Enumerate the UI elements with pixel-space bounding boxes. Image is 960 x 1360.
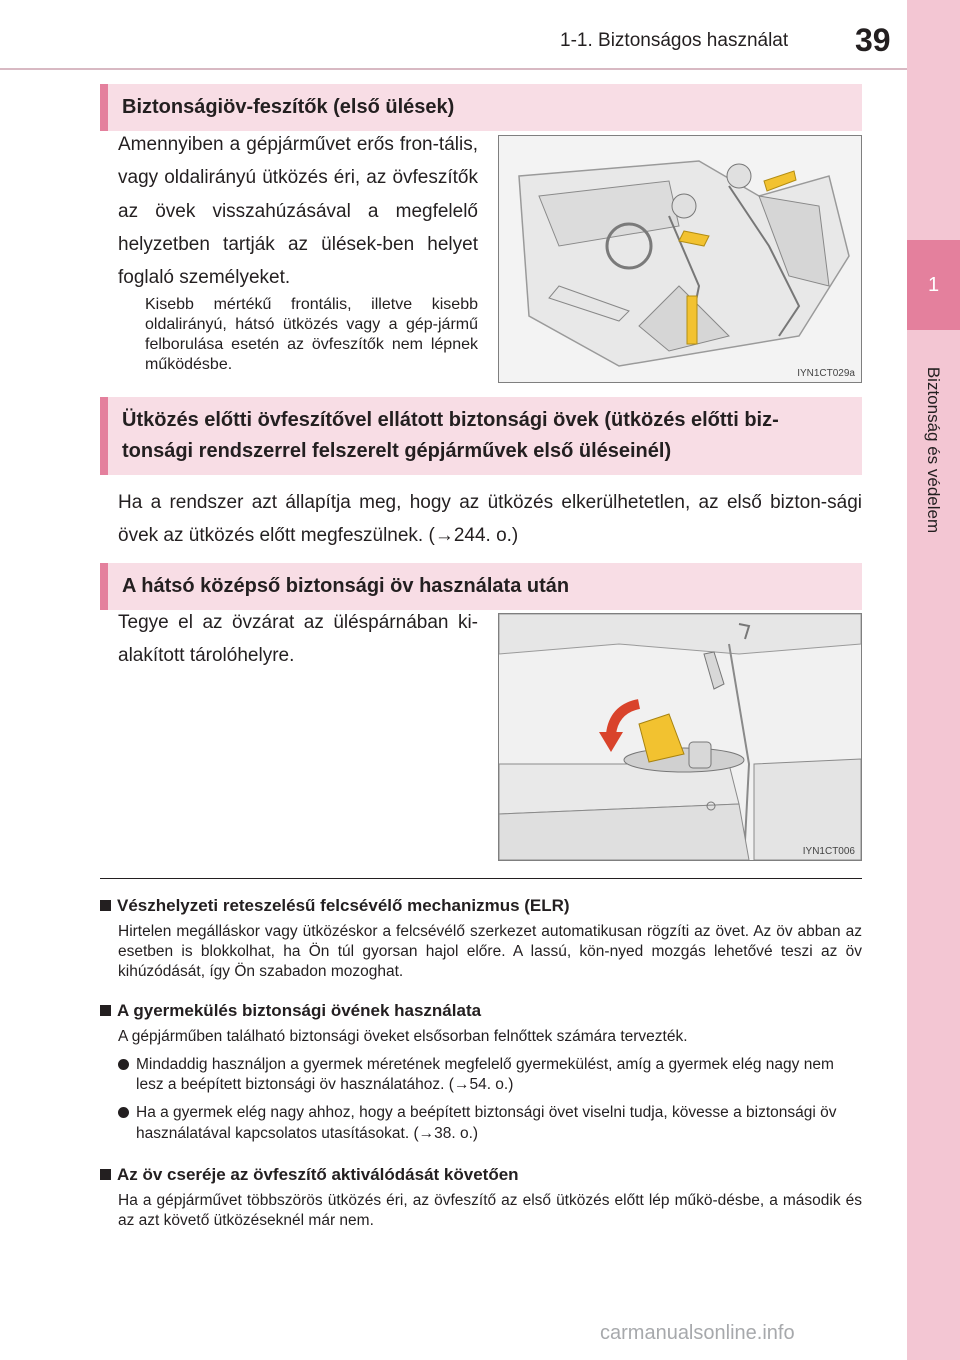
section-body: Amennyiben a gépjárművet erős fron-tális, vagy oldalirányú ütközés éri, az övfeszítők az övek visszahúzásával a megfelelő helyzetben tartják az ülések-ben helyet foglaló személyeket. xyxy=(118,134,478,288)
note-item-heading xyxy=(100,1165,862,1185)
figure-code: IYN1CT029a xyxy=(797,368,855,379)
note-item-heading xyxy=(100,896,862,916)
round-bullet-icon xyxy=(118,1107,129,1118)
header-rule xyxy=(0,68,907,70)
section-body: Ha a rendszer azt állapítja meg, hogy az ütközés elkerülhetetlen, az első bizton-sági övek az ütközés előtt megfeszülnek. (→244. o.) xyxy=(118,492,862,547)
note-item-heading-text: Vészhelyzeti reteszelésű felcsévélő mechanizmus (ELR) xyxy=(117,896,570,915)
chapter-side-tab xyxy=(907,0,960,1360)
square-bullet-icon xyxy=(100,900,111,911)
rear-seat-buckle-illustration xyxy=(498,613,862,861)
note-item-heading-text: A gyermekülés biztonsági övének használata xyxy=(117,1001,482,1020)
car-interior-drawing xyxy=(499,136,861,382)
seatbelt-pretensioner-illustration xyxy=(498,135,862,383)
note-item-text: Ha a gépjárművet többszörös ütközés éri, az övfeszítő az első ütközés előtt lép műkö-désbe, a második és az azt követő ütközéseknél már nem. xyxy=(118,1192,862,1230)
bullet-item xyxy=(118,1103,862,1143)
square-bullet-icon xyxy=(100,1169,111,1180)
note-item xyxy=(100,1165,862,1231)
section-body: Tegye el az övzárat az üléspárnában ki-alakított tárolóhelyre. xyxy=(118,612,478,667)
note-item-heading xyxy=(100,1001,862,1021)
square-bullet-icon xyxy=(100,1005,111,1016)
note-item-heading-text: Az öv cseréje az övfeszítő aktiválódását követően xyxy=(117,1165,519,1184)
note-item xyxy=(100,1001,862,1144)
figure-code: IYN1CT006 xyxy=(802,846,855,857)
page-number: 39 xyxy=(855,22,891,58)
note-item-text: A gépjárműben található biztonsági öveket elsősorban felnőttek számára tervezték. xyxy=(118,1028,688,1045)
section-title: A hátsó középső biztonsági öv használata után xyxy=(100,563,862,610)
section-note: Kisebb mértékű frontális, illetve kisebb oldalirányú, hátsó ütközés vagy a gép-jármű felborulása esetén az övfeszítők nem lépnek működésbe. xyxy=(145,296,478,373)
round-bullet-icon xyxy=(118,1059,129,1070)
note-item-text: Hirtelen megálláskor vagy ütközéskor a felcsévélő szerkezet automatikusan rögzíti az övet. Az öv abban az esetben is blokkolhat, ha Ön túl gyorsan hajol előre. A lassú, kön-nyed mozgás lehetővé teszi az öv kihúzódását, így Ön szabadon mozoghat. xyxy=(118,923,862,981)
note-item xyxy=(100,896,862,982)
bullet-item xyxy=(118,1055,862,1095)
notes-divider xyxy=(100,878,862,879)
bullet-text: Ha a gyermek elég nagy ahhoz, hogy a beépített biztonsági övet viselni tudja, kövesse a biztonsági öv használatával kapcsolatos utasításokat. (→38. o.) xyxy=(136,1104,837,1142)
chapter-number: 1 xyxy=(907,240,960,330)
bullet-text: Mindaddig használjon a gyermek méretének megfelelő gyermekülést, amíg a gyermek elég nagy nem lesz a beépített biztonsági öv használatához. (→54. o.) xyxy=(136,1056,834,1094)
rear-seat-drawing xyxy=(499,614,861,860)
running-header: 1-1. Biztonságos használat xyxy=(560,30,789,51)
watermark: carmanualsonline.info xyxy=(600,1322,795,1344)
section-title: Ütközés előtti övfeszítővel ellátott biztonsági övek (ütközés előtti biz-tonsági rendszerrel felszerelt gépjárművek első üléseinél) xyxy=(100,397,862,475)
chapter-label: Biztonság és védelem xyxy=(924,366,943,534)
section-title: Biztonságiöv-feszítők (első ülések) xyxy=(100,84,862,131)
